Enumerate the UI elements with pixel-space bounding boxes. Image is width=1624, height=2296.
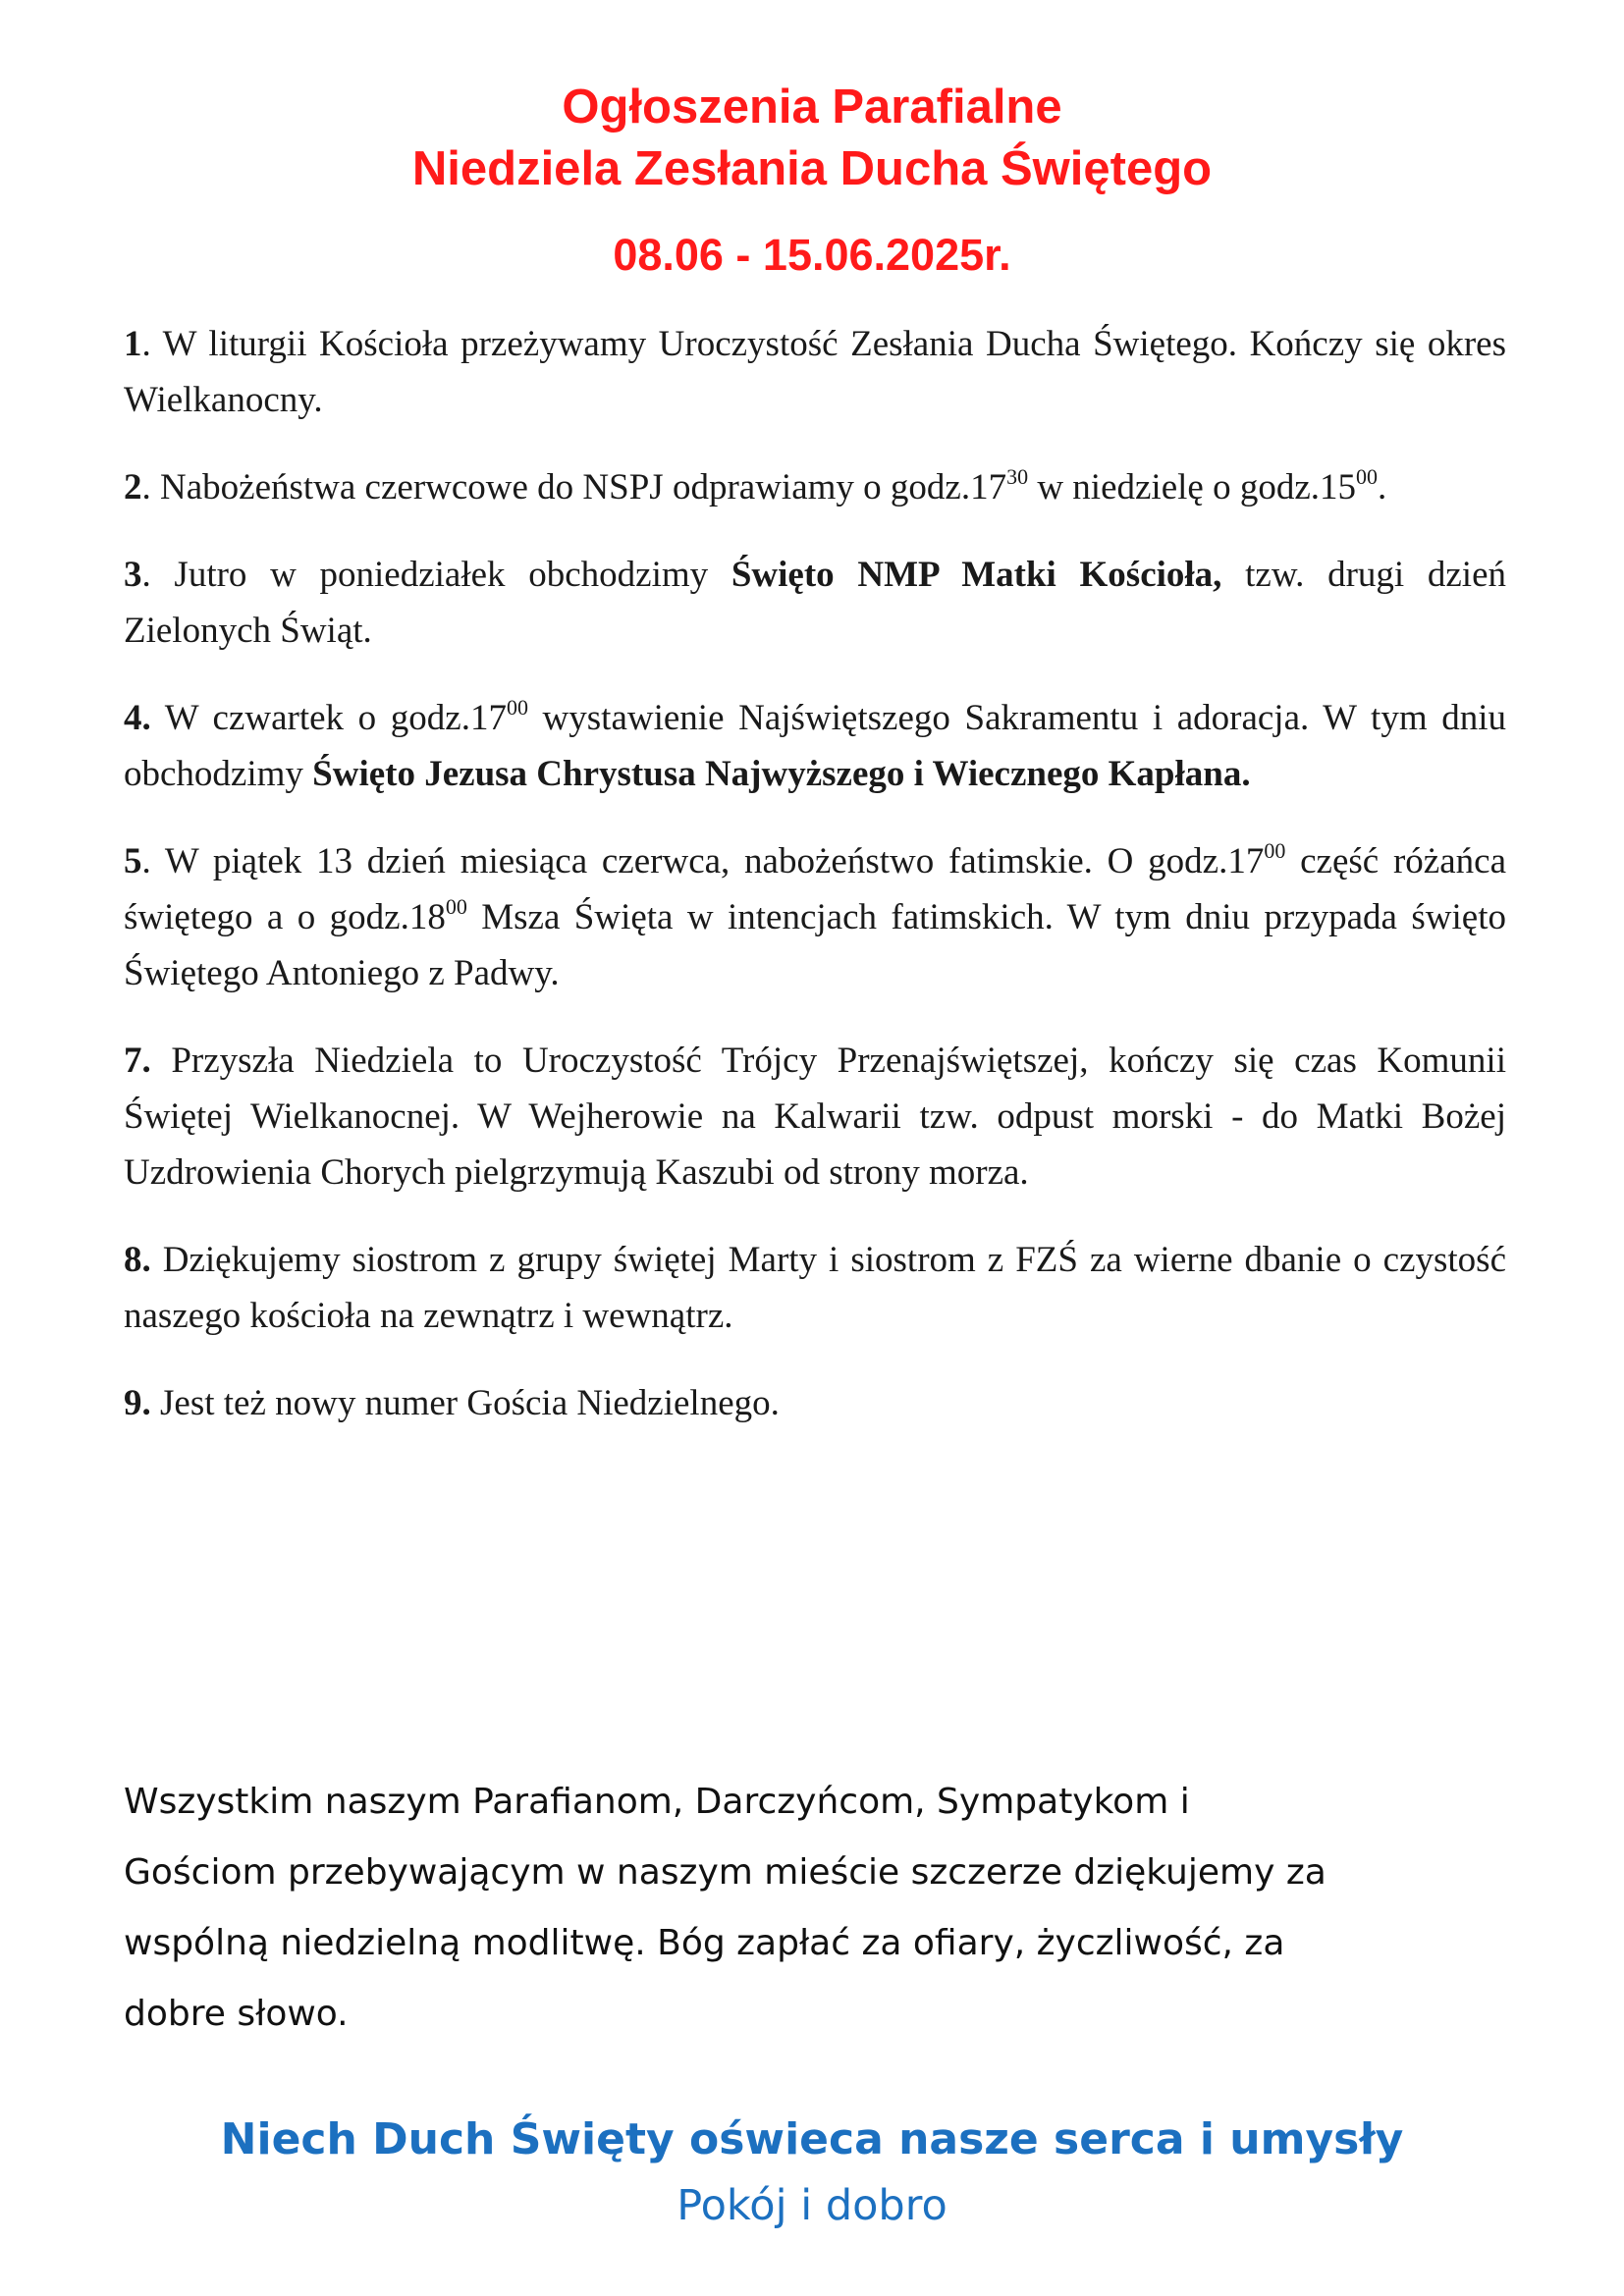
- blessing-line: Niech Duch Święty oświeca nasze serca i umysły: [220, 2114, 1404, 2164]
- item-text: część różańca świętego a o godz.18: [124, 841, 1506, 937]
- feast-name: Święto NMP Matki Kościoła,: [731, 555, 1222, 595]
- item-text: W czwartek o godz.17: [150, 698, 507, 738]
- peace-line: Pokój i dobro: [677, 2181, 947, 2230]
- closing-line: wspólną niedzielną modlitwę. Bóg zapłać za ofiary, życzliwość, za: [124, 1923, 1285, 1963]
- page-header: [0, 77, 1624, 283]
- item-number: 8.: [124, 1240, 151, 1280]
- page-subtitle: Niedziela Zesłania Ducha Świętego: [411, 142, 1213, 195]
- announcement-1: [124, 316, 1506, 428]
- time-minutes: 00: [1356, 463, 1378, 489]
- announcement-7: [124, 1033, 1506, 1201]
- item-text: Jest też nowy numer Gościa Niedzielnego.: [150, 1383, 780, 1423]
- time-minutes: 30: [1006, 463, 1029, 489]
- announcement-5: [124, 833, 1506, 1001]
- item-text: . W piątek 13 dzień miesiąca czerwca, nabożeństwo fatimskie. O godz.17: [141, 841, 1265, 881]
- item-text: . Nabożeństwa czerwcowe do NSPJ odprawiamy o godz.17: [141, 467, 1007, 507]
- announcement-3: [124, 547, 1506, 659]
- closing-line: Gościom przebywającym w naszym mieście szczerze dziękujemy za: [124, 1852, 1326, 1893]
- announcements-list: [124, 316, 1506, 1463]
- time-minutes: 00: [1264, 837, 1286, 863]
- item-text: w niedzielę o godz.15: [1028, 467, 1356, 507]
- date-range: 08.06 - 15.06.2025r.: [613, 230, 1011, 280]
- blessing: [0, 2110, 1624, 2234]
- item-text: . Jutro w poniedziałek obchodzimy: [141, 555, 731, 595]
- closing-line: dobre słowo.: [124, 1994, 349, 2034]
- feast-name: Święto Jezusa Chrystusa Najwyższego i Wiecznego Kapłana.: [312, 754, 1251, 794]
- announcement-9: [124, 1375, 1506, 1431]
- announcement-4: [124, 690, 1506, 802]
- item-text: wystawienie Najświętszego Sakramentu i adoracja. W tym dniu obchodzimy: [124, 698, 1506, 794]
- item-text: Dziękujemy siostrom z grupy świętej Marty i siostrom z FZŚ za wierne dbanie o czystość naszego kościoła na zewnątrz i wewnątrz.: [124, 1240, 1506, 1336]
- time-minutes: 00: [445, 893, 467, 919]
- item-text: .: [1378, 467, 1387, 507]
- item-number: 9.: [124, 1383, 151, 1423]
- item-number: 3: [124, 555, 142, 595]
- item-number: 4.: [124, 698, 151, 738]
- announcement-8: [124, 1232, 1506, 1344]
- item-number: 1: [124, 324, 142, 364]
- announcement-2: [124, 459, 1506, 515]
- item-text: . W liturgii Kościoła przeżywamy Uroczystość Zesłania Ducha Świętego. Kończy się okres Wielkanocny.: [124, 324, 1506, 420]
- item-text: tzw. drugi dzień Zielonych Świąt.: [124, 555, 1506, 651]
- page-title: Ogłoszenia Parafialne: [562, 80, 1062, 133]
- closing-line: Wszystkim naszym Parafianom, Darczyńcom, Sympatykom i: [124, 1782, 1190, 1822]
- item-text: Msza Święta w intencjach fatimskich. W tym dniu przypada święto Świętego Antoniego z Padwy.: [124, 897, 1506, 993]
- item-number: 7.: [124, 1041, 151, 1081]
- closing-message: [124, 1767, 1518, 2050]
- item-text: Przyszła Niedziela to Uroczystość Trójcy Przenajświętszej, kończy się czas Komunii Świętej Wielkanocnej. W Wejherowie na Kalwarii tzw. odpust morski - do Matki Bożej Uzdrowienia Chorych pielgrzymują Kaszubi od strony morza.: [124, 1041, 1506, 1193]
- time-minutes: 00: [506, 694, 528, 720]
- item-number: 5: [124, 841, 142, 881]
- item-number: 2: [124, 467, 142, 507]
